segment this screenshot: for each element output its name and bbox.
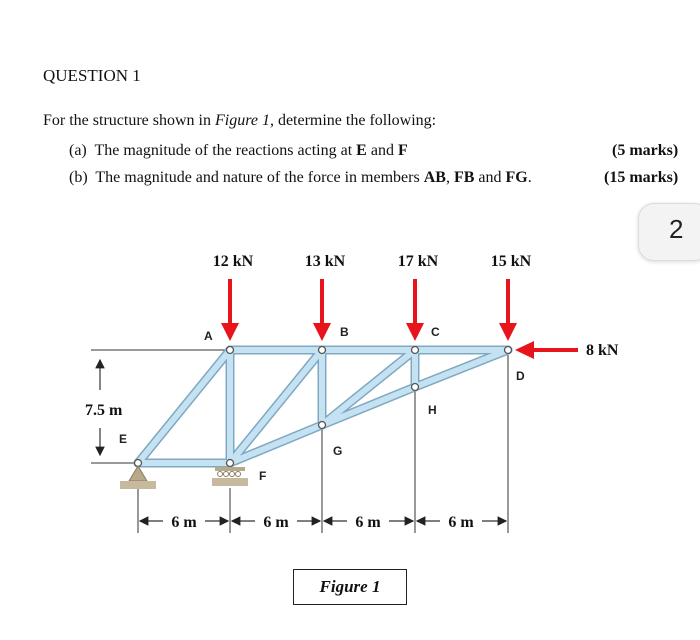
joint-A bbox=[227, 347, 234, 354]
span-label-1: 6 m bbox=[171, 514, 197, 531]
joint-G bbox=[319, 422, 326, 429]
joint-F bbox=[227, 460, 234, 467]
part-a-text-1: The magnitude of the reactions acting at bbox=[94, 142, 357, 159]
joint-C bbox=[412, 347, 419, 354]
figure-caption: Figure 1 bbox=[293, 569, 407, 605]
intro-text-before: For the structure shown in bbox=[43, 112, 215, 129]
intro-text-after: , determine the following: bbox=[269, 112, 437, 129]
load-arrow-C bbox=[406, 279, 424, 341]
height-label: 7.5 m bbox=[85, 402, 123, 419]
load-arrow-horizontal bbox=[515, 341, 578, 359]
span-label-3: 6 m bbox=[355, 514, 381, 531]
span-label-4: 6 m bbox=[448, 514, 474, 531]
part-a-bold-2: F bbox=[397, 142, 408, 159]
node-label-B: B bbox=[340, 325, 349, 339]
node-label-G: G bbox=[333, 444, 343, 458]
truss-members-fill bbox=[138, 350, 508, 463]
part-b-prefix: (b) bbox=[69, 169, 88, 186]
node-label-A: A bbox=[204, 329, 213, 343]
part-b-bold-1: AB bbox=[423, 169, 446, 186]
load-arrow-B bbox=[313, 279, 331, 341]
load-label-C: 17 kN bbox=[397, 253, 439, 270]
part-a-marks: (5 marks) bbox=[612, 142, 679, 159]
node-label-H: H bbox=[428, 403, 437, 417]
part-a-text-2: and bbox=[366, 142, 398, 159]
node-label-F: F bbox=[259, 469, 267, 483]
part-b-bold-3: FG bbox=[505, 169, 528, 186]
joint-D bbox=[505, 347, 512, 354]
part-b-text-1: The magnitude and nature of the force in members bbox=[95, 169, 424, 186]
question-heading: QUESTION 1 bbox=[43, 66, 141, 85]
pin-support-E bbox=[120, 466, 156, 489]
part-b-text-4: . bbox=[527, 169, 532, 186]
part-b-bold-2: FB bbox=[453, 169, 475, 186]
load-label-D: 15 kN bbox=[490, 253, 532, 270]
node-label-E: E bbox=[119, 432, 128, 446]
node-label-C: C bbox=[431, 325, 440, 339]
load-label-B: 13 kN bbox=[304, 253, 346, 270]
joint-H bbox=[412, 384, 419, 391]
load-label-horizontal: 8 kN bbox=[586, 342, 619, 359]
intro-figure-ref: Figure 1 bbox=[214, 112, 270, 129]
joint-B bbox=[319, 347, 326, 354]
load-arrow-D bbox=[499, 279, 517, 341]
part-a-bold-1: E bbox=[356, 142, 367, 159]
page-number: 2 bbox=[669, 214, 684, 244]
roller-support-F bbox=[212, 467, 248, 486]
load-label-A: 12 kN bbox=[212, 253, 254, 270]
part-b-text-3: and bbox=[474, 169, 506, 186]
part-b-marks: (15 marks) bbox=[604, 169, 679, 186]
load-arrow-A bbox=[221, 279, 239, 341]
part-b-text-2: , bbox=[445, 169, 454, 186]
node-label-D: D bbox=[516, 369, 525, 383]
span-label-2: 6 m bbox=[263, 514, 289, 531]
part-a-prefix: (a) bbox=[69, 142, 87, 159]
